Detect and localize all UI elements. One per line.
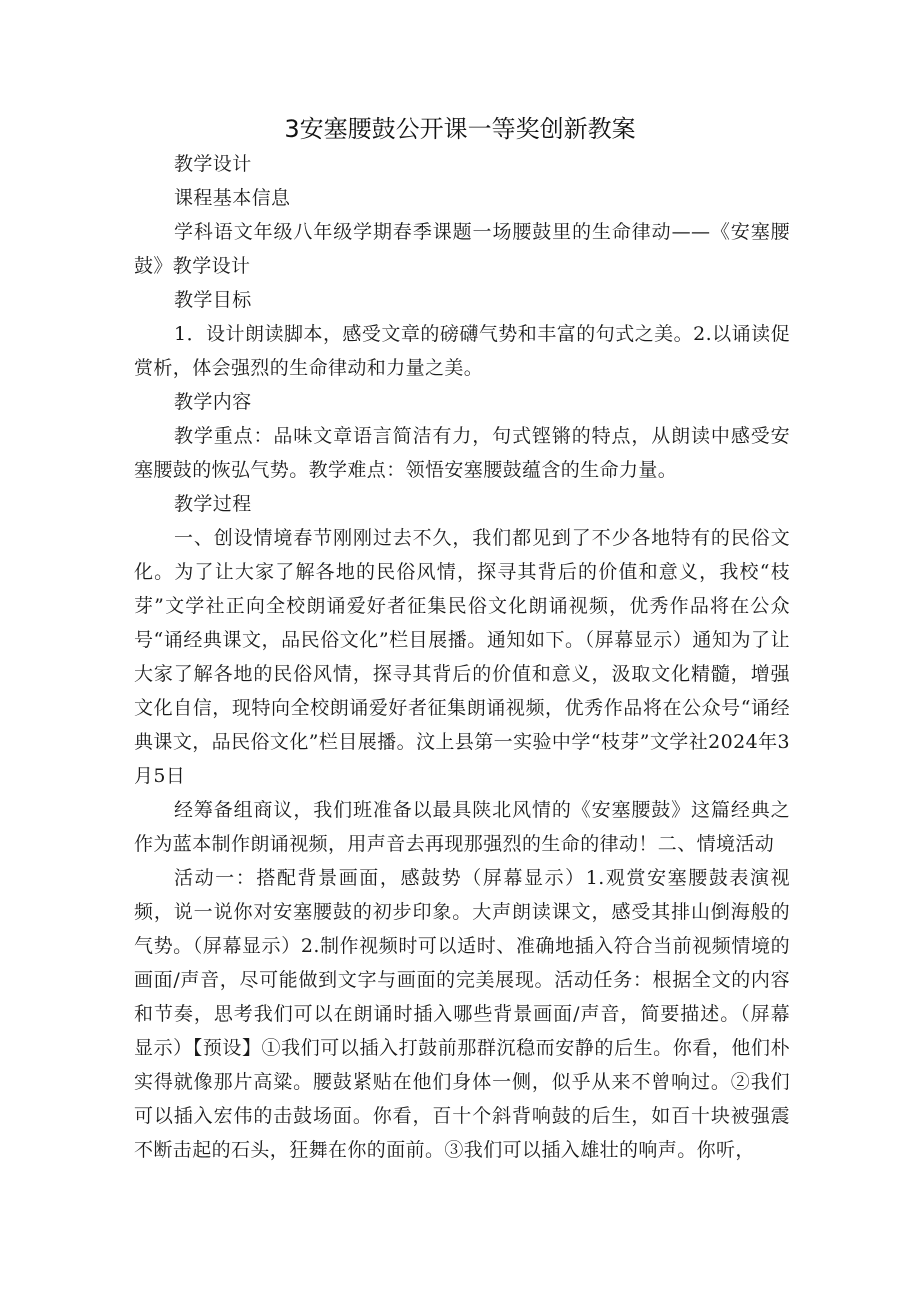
document-title: 3安塞腰鼓公开课一等奖创新教案 [284, 115, 636, 143]
paragraph: 教学过程 [174, 493, 252, 515]
paragraph: 学科语文年级八年级学期春季课题一场腰鼓里的生命律动——《安塞腰鼓》教学设计 [134, 221, 790, 277]
paragraph: 活动一：搭配背景画面，感鼓势（屏幕显示）1.观赏安塞腰鼓表演视频，说一说你对安塞腰鼓的初步印象。大声朗读课文，感受其排山倒海般的气势。（屏幕显示）2.制作视频时可以适时、准确地插入符合当前视频情境的画面/声音，尽可能做到文字与画面的完美展现。活动任务：根据全文的内容和节奏，思考我们可以在朗诵时插入哪些背景画面/声音，简要描述。（屏幕显示）【预设】①我们可以插入打鼓前那群沉稳而安静的后生。你看，他们朴实得就像那片高粱。腰鼓紧贴在他们身体一侧，似乎从来不曾响过。②我们可以插入宏伟的击鼓场面。你看，百十个斜背响鼓的后生，如百十块被强震不断击起的石头，狂舞在你的面前。③我们可以插入雄壮的响声。你听， [134, 867, 790, 1161]
paragraph: 课程基本信息 [174, 187, 291, 209]
paragraph: 教学重点：品味文章语言简洁有力，句式铿锵的特点，从朗读中感受安塞腰鼓的恢弘气势。教学难点：领悟安塞腰鼓蕴含的生命力量。 [134, 425, 790, 481]
paragraph: 一、创设情境春节刚刚过去不久，我们都见到了不少各地特有的民俗文化。为了让大家了解各地的民俗风情，探寻其背后的价值和意义，我校“枝芽”文学社正向全校朗诵爱好者征集民俗文化朗诵视频，优秀作品将在公众号“诵经典课文，品民俗文化”栏目展播。通知如下。（屏幕显示）通知为了让大家了解各地的民俗风情，探寻其背后的价值和意义，汲取文化精髓，增强文化自信，现特向全校朗诵爱好者征集朗诵视频，优秀作品将在公众号“诵经典课文，品民俗文化”栏目展播。汶上县第一实验中学“枝芽”文学社2024年3月5日 [134, 527, 790, 787]
paragraph: 经筹备组商议，我们班准备以最具陕北风情的《安塞腰鼓》这篇经典之作为蓝本制作朗诵视频，用声音去再现那强烈的生命的律动！二、情境活动 [134, 799, 790, 855]
paragraph: 1．设计朗读脚本，感受文章的磅礴气势和丰富的句式之美。2.以诵读促赏析，体会强烈的生命律动和力量之美。 [134, 323, 790, 379]
paragraph: 教学设计 [174, 153, 252, 175]
document-body [134, 147, 790, 1167]
paragraph: 教学目标 [174, 289, 252, 311]
paragraph: 教学内容 [174, 391, 252, 413]
